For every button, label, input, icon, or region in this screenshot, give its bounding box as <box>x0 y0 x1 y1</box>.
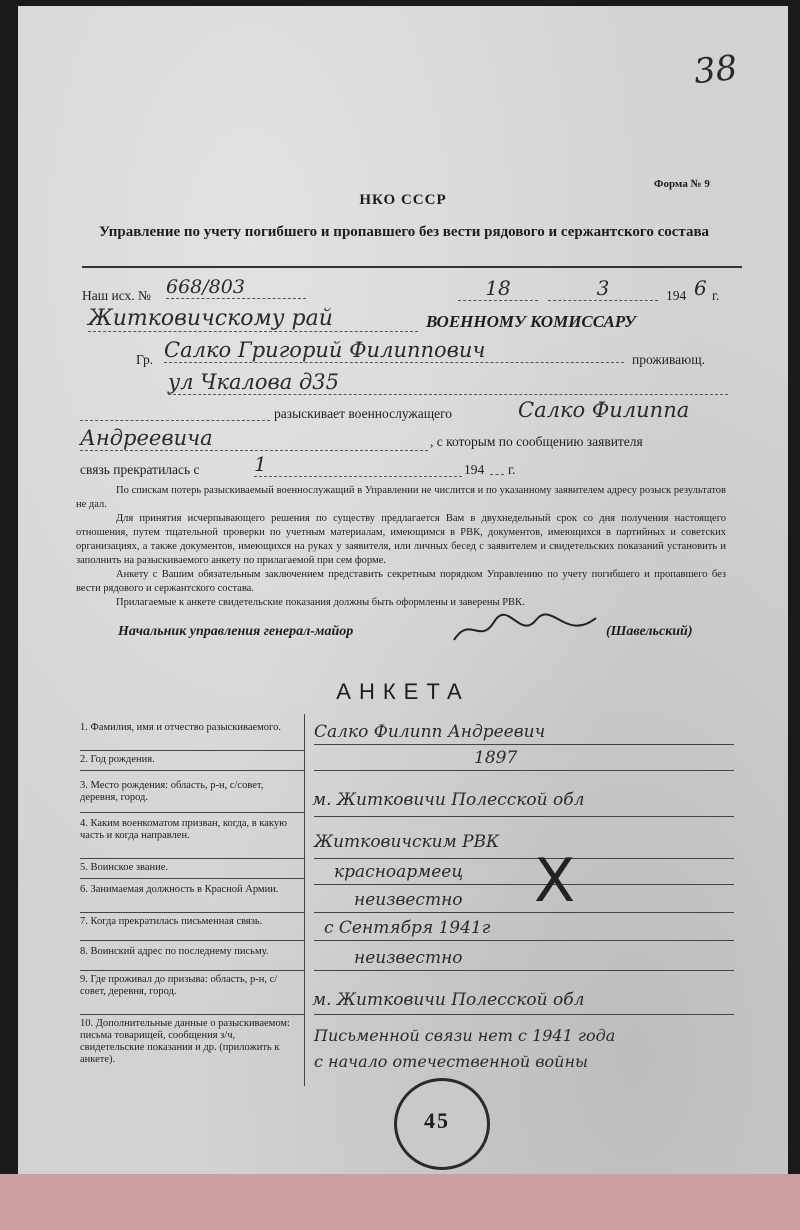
signature <box>450 610 600 650</box>
answer-line <box>314 912 734 913</box>
stamp-number: 45 <box>424 1108 450 1133</box>
lost-label: связь прекратилась с <box>80 462 200 477</box>
anketa-title: АНКЕТА <box>336 679 470 704</box>
answer-6: неизвестно <box>354 890 463 910</box>
header-rule <box>82 266 742 268</box>
answer-9: м. Житковичи Полесской обл <box>312 990 585 1010</box>
date-day: 18 <box>458 276 538 301</box>
organization-title: НКО СССР <box>359 192 447 208</box>
sheet-number: 38 <box>692 47 740 93</box>
question-2: 2. Год рождения. <box>80 754 155 765</box>
answer-line <box>314 858 734 859</box>
lost-year-blank <box>490 474 504 475</box>
answer-10b: с начало отечественной войны <box>314 1052 589 1071</box>
blank-line <box>80 420 270 421</box>
row-line <box>80 812 304 813</box>
year-prefix: 194 <box>666 288 687 303</box>
answer-1: Салко Филипп Андреевич <box>314 722 546 742</box>
date-month: 3 <box>548 276 658 301</box>
row-line <box>80 750 304 751</box>
row-line <box>80 970 304 971</box>
chief-name: (Шавельский) <box>606 624 693 639</box>
instructions-text <box>76 484 726 610</box>
lost-year: 194 <box>464 462 485 477</box>
row-line <box>80 770 304 771</box>
row-line <box>80 878 304 879</box>
answer-3: м. Житковичи Полесской обл <box>312 790 585 810</box>
question-3: 3. Место рождения: область, р-н, с/совет, деревня, город. <box>80 780 264 803</box>
row-line <box>80 1014 304 1015</box>
outgoing-number: 668/803 <box>166 276 306 299</box>
recipient-printed: ВОЕННОМУ КОМИССАРУ <box>426 312 636 331</box>
year-tail: г. <box>712 288 720 303</box>
recipient-handwritten: Житковичскому рай <box>88 306 418 332</box>
answer-2: 1897 <box>474 748 518 768</box>
lost-year-tail: г. <box>508 462 516 477</box>
cross-mark: Х <box>534 846 576 916</box>
question-1: 1. Фамилия, имя и отчество разыскиваемого. <box>80 722 281 733</box>
chief-title: Начальник управления генерал-майор <box>118 624 354 639</box>
residing-label: проживающ. <box>632 352 705 367</box>
row-line <box>80 858 304 859</box>
answer-7: с Сентября 1941г <box>324 918 491 938</box>
paragraph-4: Прилагаемые к анкете свидетельские показания должны быть оформлены и заверены РВК. <box>116 597 525 608</box>
year-suffix: 6 <box>694 276 707 300</box>
paragraph-2: Для принятия исчерпывающего решения по существу предлагается Вам в двухнедельный срок со дня получения настоящего отношения, путем тщательной проверки по учетным материалам, имеющимся в РВК, документов, имеющихся в партийных и советских организациях, а также документов, имеющихся на руках у заявителя, или личных бесед с заявителем и свидетельских показаний установить и заполнить на разыскиваемого анкету по прилагаемой при сем форме. <box>76 513 726 566</box>
document-page <box>18 6 788 1174</box>
table-divider <box>304 714 305 1086</box>
answer-line <box>314 884 734 885</box>
citizen-name: Салко Григорий Филиппович <box>164 338 624 363</box>
lost-value: 1 <box>254 452 462 477</box>
question-5: 5. Воинское звание. <box>80 862 169 873</box>
answer-5: красноармеец <box>334 862 464 882</box>
contact-label: , с которым по сообщению заявителя <box>430 434 643 449</box>
answer-line <box>314 744 734 745</box>
question-10: 10. Дополнительные данные о разыскиваемом: письма товарищей, сообщения з/ч, свидетельские показания и др. (приложить к анкете). <box>80 1018 290 1065</box>
answer-line <box>314 940 734 941</box>
answer-line <box>314 1014 734 1015</box>
question-6: 6. Занимаемая должность в Красной Армии. <box>80 884 279 895</box>
question-9: 9. Где проживал до призыва: область, р-н, с/совет, деревня, город. <box>80 974 278 997</box>
answer-line <box>314 970 734 971</box>
soldier-name-line1: Салко Филиппа <box>518 398 690 422</box>
citizen-prefix: Гр. <box>136 352 154 367</box>
searching-label: разыскивает военнослужащего <box>274 406 453 421</box>
bottom-band <box>0 1174 800 1230</box>
answer-line <box>314 816 734 817</box>
row-line <box>80 912 304 913</box>
soldier-name-line2: Андреевича <box>80 426 428 451</box>
department-title: Управление по учету погибшего и пропавшего без вести рядового и сержантского состава <box>98 224 710 240</box>
question-8: 8. Воинский адрес по последнему письму. <box>80 946 269 957</box>
address: ул Чкалова д35 <box>168 370 728 395</box>
paragraph-1: По спискам потерь разыскиваемый военнослужащий в Управлении не числится и по указанному заявителем адресу розыск результатов не дал. <box>76 485 726 510</box>
form-number: Форма № 9 <box>654 178 710 190</box>
answer-10a: Письменной связи нет с 1941 года <box>314 1026 616 1045</box>
paragraph-3: Анкету с Вашим обязательным заключением представить секретным порядком Управлению по учету погибшего и пропавшего без вести рядового и сержантского состава. <box>76 569 726 594</box>
row-line <box>80 940 304 941</box>
answer-8: неизвестно <box>354 948 463 968</box>
question-7: 7. Когда прекратилась письменная связь. <box>80 916 263 927</box>
answer-line <box>314 770 734 771</box>
outgoing-label: Наш исх. № <box>82 288 151 303</box>
answer-4: Житковичским РВК <box>314 832 500 852</box>
question-4: 4. Каким военкоматом призван, когда, в какую часть и когда направлен. <box>80 818 287 841</box>
